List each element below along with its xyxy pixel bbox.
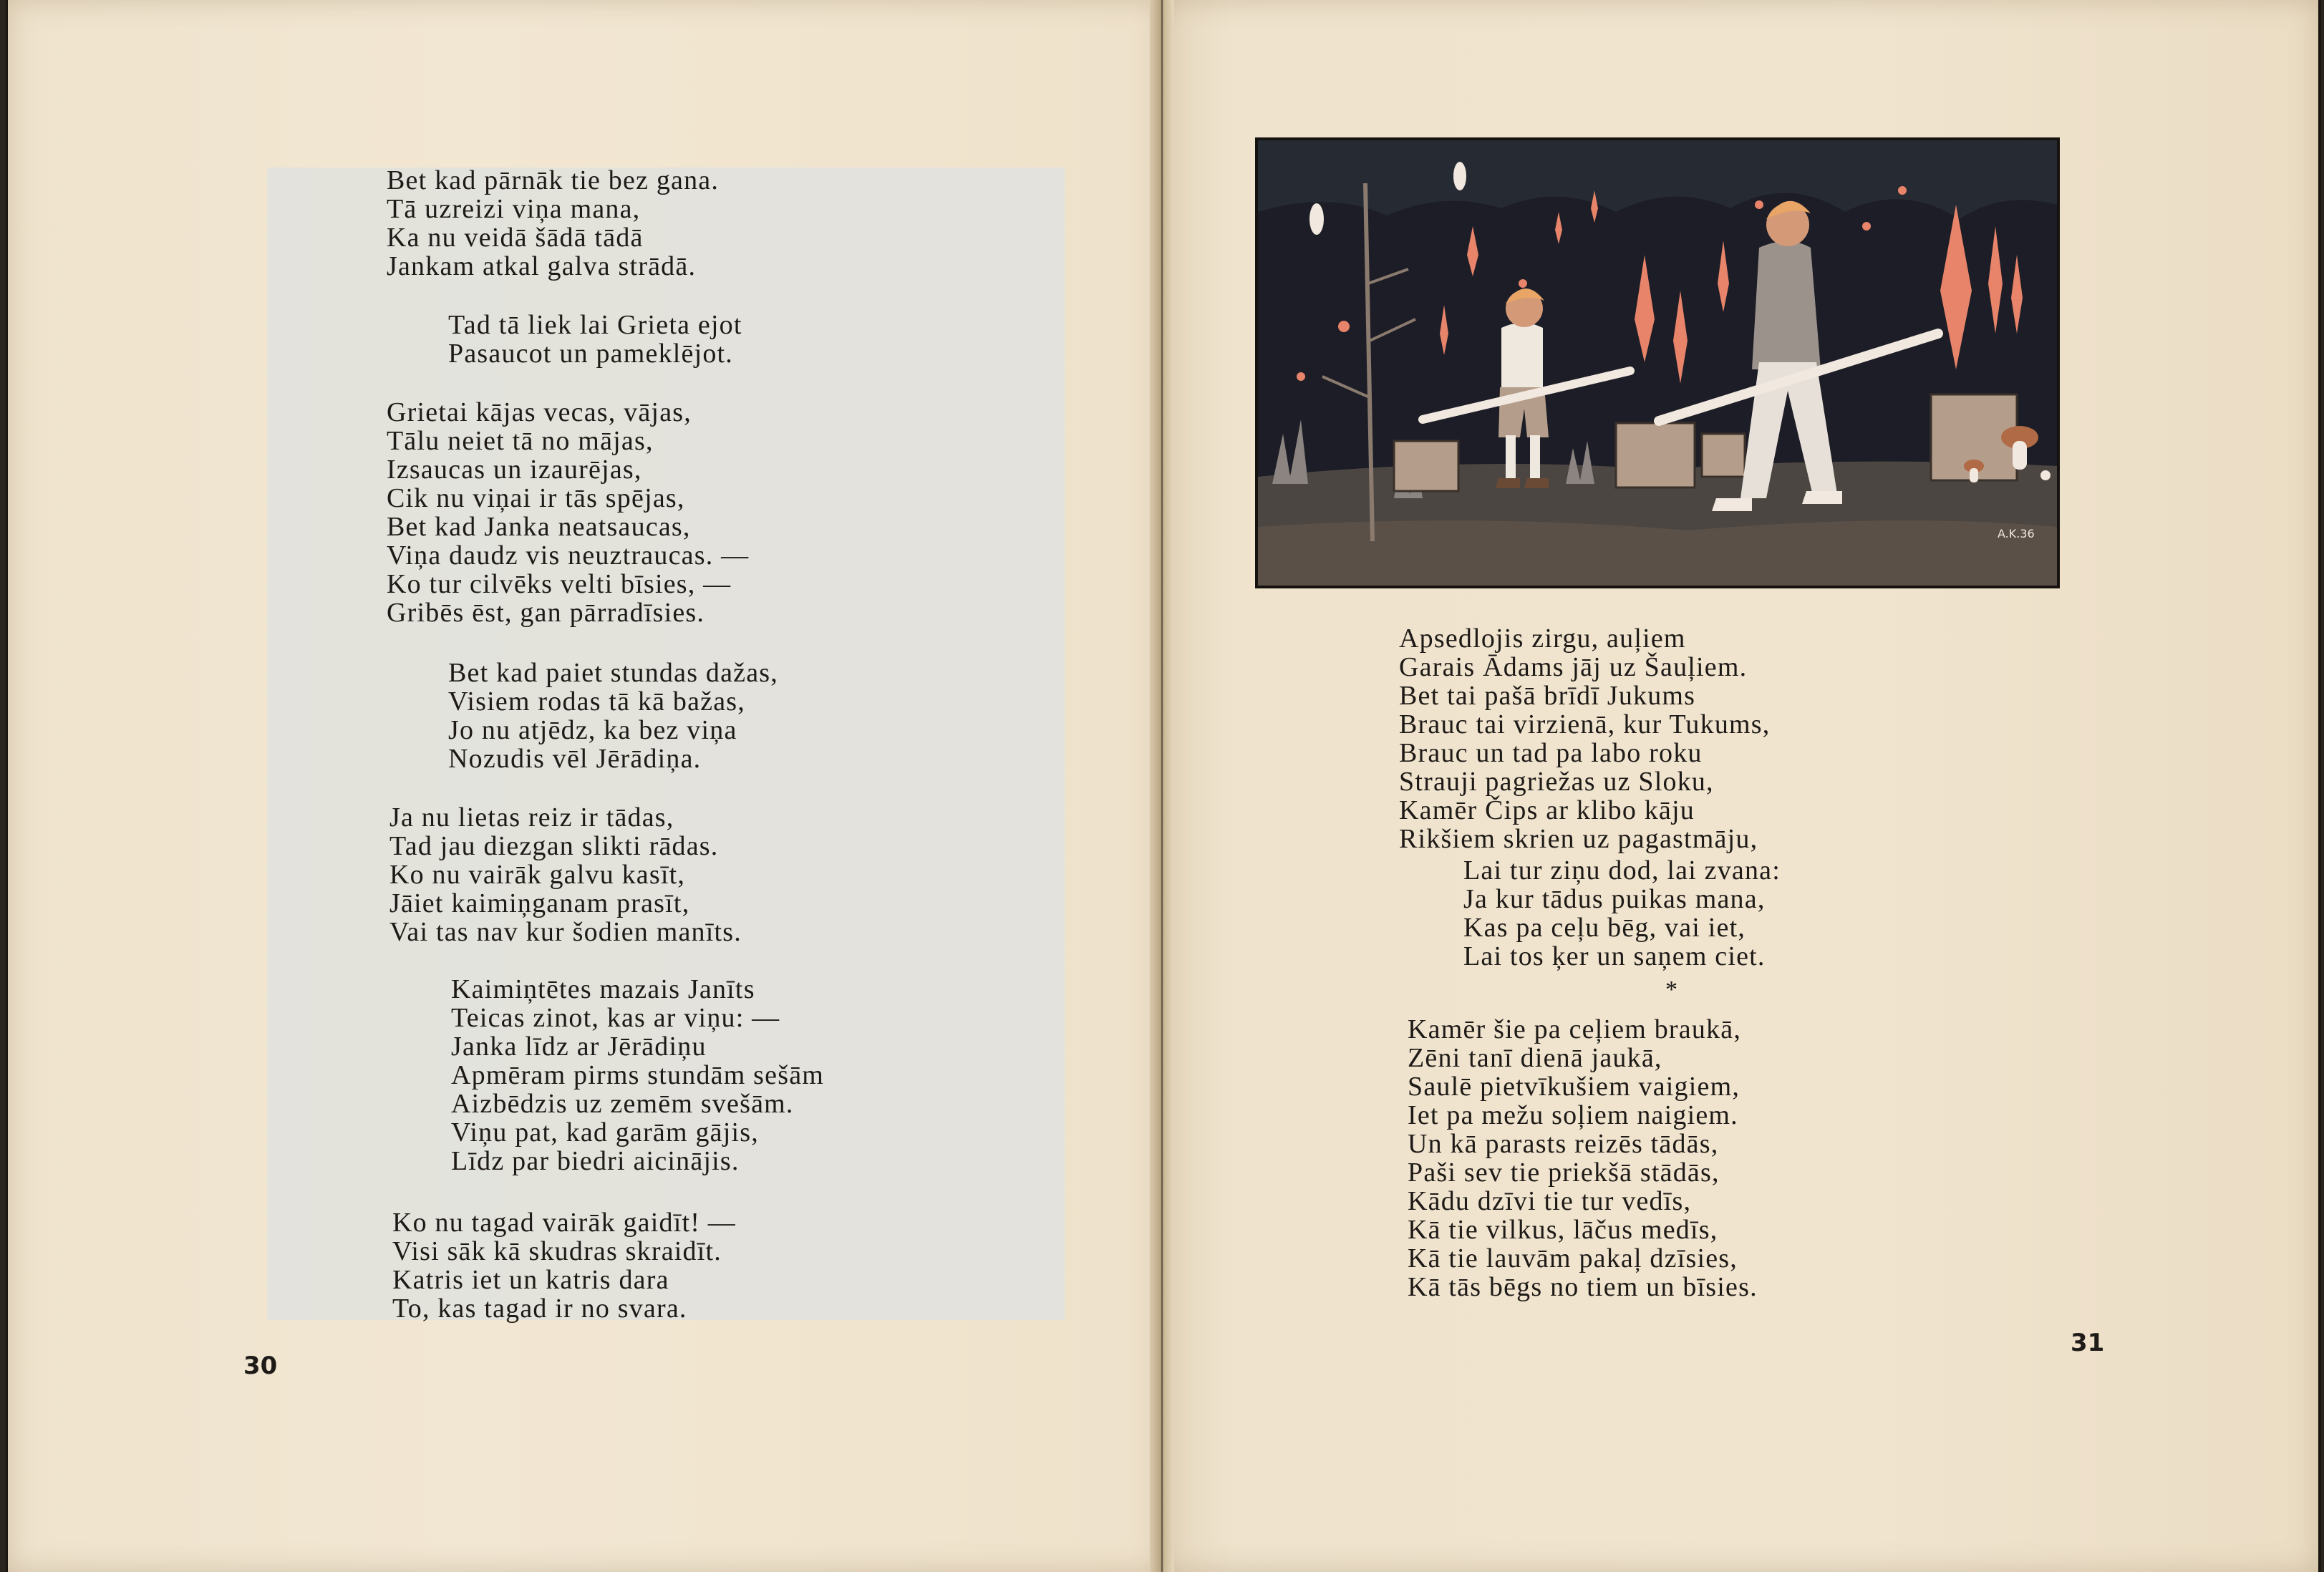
forest-illustration xyxy=(1255,137,2060,588)
stanza xyxy=(1463,856,1781,971)
verse-line: Kamēr Čips ar klibo kāju xyxy=(1399,795,1695,825)
verse-line: To, kas tagad ir no svara. xyxy=(392,1294,687,1324)
verse-line: Līdz par biedri aicinājis. xyxy=(451,1146,740,1176)
verse-line: Bet kad paiet stundas dažas, xyxy=(448,658,778,688)
verse-line: Bet tai pašā brīdī Jukums xyxy=(1399,681,1696,711)
stanza xyxy=(387,166,719,281)
verse-line: Jāiet kaimiņganam prasīt, xyxy=(389,888,690,918)
stanza xyxy=(1408,1015,1758,1301)
verse-line: Apmēram pirms stundām sešām xyxy=(451,1060,825,1090)
verse-line: Visi sāk kā skudras skraidīt. xyxy=(392,1236,722,1266)
stanza xyxy=(392,1208,736,1323)
illustration-drawing xyxy=(1258,140,2057,586)
verse-line: Bet kad Janka neatsaucas, xyxy=(387,512,691,542)
verse-line: Garais Ādams jāj uz Šauļiem. xyxy=(1399,652,1748,682)
verse-line: Viņa daudz vis neuztraucas. — xyxy=(387,540,750,571)
book-gutter xyxy=(1150,0,1174,1572)
verse-line: Aizbēdzis uz zemēm svešām. xyxy=(451,1089,794,1119)
verse-line: Cik nu viņai ir tās spējas, xyxy=(387,483,685,513)
verse-line: Brauc tai virzienā, kur Tukums, xyxy=(1399,709,1771,739)
stanza xyxy=(387,398,749,627)
verse-line: Zēni tanī dienā jaukā, xyxy=(1408,1043,1662,1073)
verse-line: Ka nu veidā šādā tādā xyxy=(387,223,644,253)
verse-line: Katris iet un katris dara xyxy=(392,1265,669,1295)
verse-line: Viņu pat, kad garām gājis, xyxy=(451,1117,759,1148)
verse-line: Brauc un tad pa labo roku xyxy=(1399,738,1703,768)
artist-signature: A.K.36 xyxy=(1998,527,2035,540)
verse-line: Teicas zinot, kas ar viņu: — xyxy=(451,1003,780,1033)
verse-line: Ko nu tagad vairāk gaidīt! — xyxy=(392,1208,736,1238)
verse-line: Strauji pagriežas uz Sloku, xyxy=(1399,767,1714,797)
stanza xyxy=(448,311,742,368)
page-number-left: 30 xyxy=(243,1352,278,1380)
page-number-right: 31 xyxy=(2071,1329,2105,1357)
verse-line: Tad tā liek lai Grieta ejot xyxy=(448,310,742,340)
verse-line: Jo nu atjēdz, ka bez viņa xyxy=(448,715,737,745)
verse-line: Gribēs ēst, gan pārradīsies. xyxy=(387,598,705,628)
verse-line: Nozudis vēl Jērādiņa. xyxy=(448,744,702,774)
verse-line: Iet pa mežu soļiem naigiem. xyxy=(1408,1100,1738,1130)
verse-line: Jankam atkal galva strādā. xyxy=(387,251,697,281)
verse-line: Lai tur ziņu dod, lai zvana: xyxy=(1463,855,1781,886)
stanza xyxy=(1399,624,1770,853)
verse-line: Lai tos ķer un saņem ciet. xyxy=(1463,941,1766,971)
verse-line: Kaimiņtētes mazais Janīts xyxy=(451,974,755,1004)
section-separator: * xyxy=(1665,976,1677,1003)
verse-line: Visiem rodas tā kā bažas, xyxy=(448,686,745,717)
verse-line: Rikšiem skrien uz pagastmāju, xyxy=(1399,824,1758,854)
verse-line: Ja kur tādus puikas mana, xyxy=(1463,884,1766,914)
verse-line: Ko nu vairāk galvu kasīt, xyxy=(389,860,686,890)
verse-line: Kamēr šie pa ceļiem braukā, xyxy=(1408,1014,1742,1044)
stanza xyxy=(451,975,824,1175)
stanza xyxy=(448,659,778,773)
verse-line: Izsaucas un izaurējas, xyxy=(387,455,642,485)
verse-line: Kas pa ceļu bēg, vai iet, xyxy=(1463,913,1746,943)
verse-line: Vai tas nav kur šodien manīts. xyxy=(389,917,742,947)
verse-line: Kā tie vilkus, lāčus medīs, xyxy=(1408,1215,1718,1245)
verse-line: Bet kad pārnāk tie bez gana. xyxy=(387,165,720,195)
verse-line: Paši sev tie priekšā stādās, xyxy=(1408,1158,1720,1188)
stanza xyxy=(389,803,742,946)
verse-line: Janka līdz ar Jērādiņu xyxy=(451,1032,707,1062)
verse-line: Kā tie lauvām pakaļ dzīsies, xyxy=(1408,1243,1738,1273)
verse-line: Tad jau diezgan slikti rādas. xyxy=(389,831,719,861)
verse-line: Apsedlojis zirgu, auļiem xyxy=(1399,624,1686,654)
verse-line: Saulē pietvīkušiem vaigiem, xyxy=(1408,1072,1740,1102)
verse-line: Ko tur cilvēks velti bīsies, — xyxy=(387,569,732,599)
verse-line: Tā uzreizi viņa mana, xyxy=(387,194,641,224)
verse-line: Un kā parasts reizēs tādās, xyxy=(1408,1129,1719,1159)
verse-line: Kā tās bēgs no tiem un bīsies. xyxy=(1408,1272,1758,1302)
verse-line: Tālu neiet tā no mājas, xyxy=(387,426,654,456)
verse-line: Pasaucot un pameklējot. xyxy=(448,339,734,369)
verse-line: Ja nu lietas reiz ir tādas, xyxy=(389,802,674,833)
verse-line: Kādu dzīvi tie tur vedīs, xyxy=(1408,1186,1692,1216)
verse-line: Grietai kājas vecas, vājas, xyxy=(387,397,692,427)
